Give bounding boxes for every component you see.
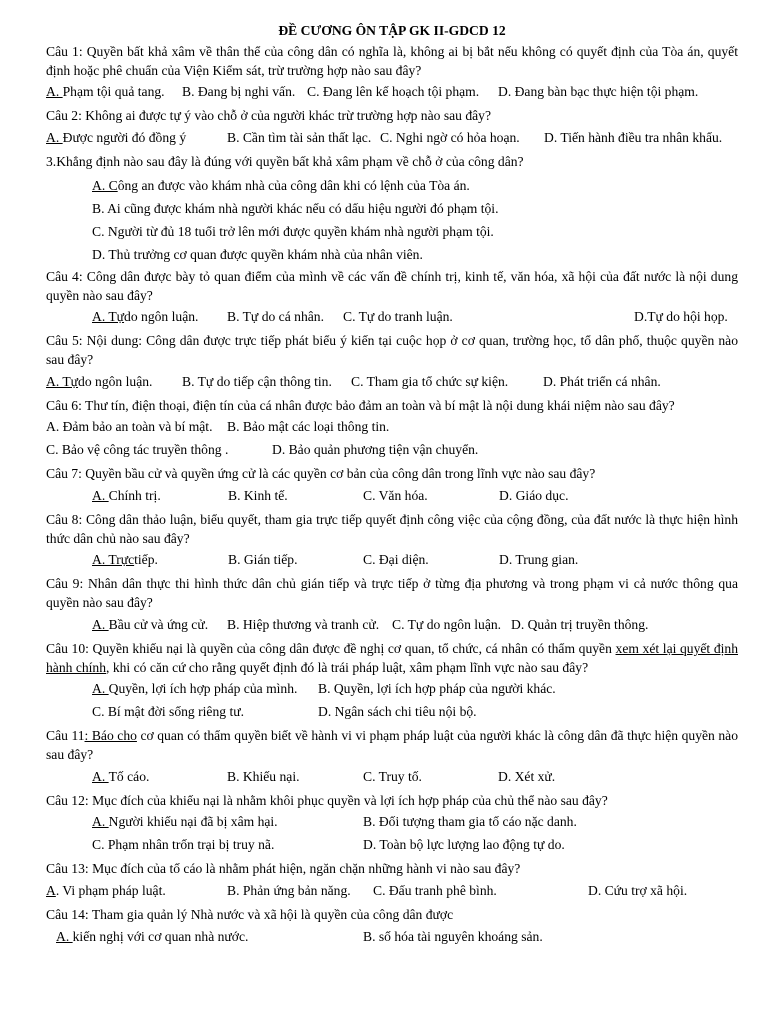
q2-option-c: C. Nghi ngờ có hỏa hoạn.: [380, 130, 520, 146]
option-text: Bầu cử và ứng cử.: [108, 616, 209, 632]
q6-options-cd: [46, 442, 738, 461]
q6-options-ab: [46, 419, 738, 438]
question-11: [46, 727, 738, 764]
q12-option-d: D. Toàn bộ lực lượng lao động tự do.: [363, 837, 565, 853]
answer-mark: A. Trực: [92, 552, 135, 568]
q12-options-ab: [46, 814, 738, 833]
question-4: Câu 4: Công dân được bày tỏ quan điểm của mình về các vấn đề chính trị, kinh tế, văn hóa, xã hội của đất nước là nội dung quyền nào sau đây?: [46, 268, 738, 303]
answer-mark: A.: [92, 616, 109, 632]
document-page: [46, 22, 738, 952]
q4-options: [46, 309, 738, 328]
q10-option-b: B. Quyền, lợi ích hợp pháp của người khác.: [318, 681, 556, 697]
q10-option-c: C. Bí mật đời sống riêng tư.: [92, 704, 245, 720]
q10-option-a: [92, 681, 318, 697]
q12-option-a: [92, 814, 363, 830]
q6-option-d: D. Bảo quản phương tiện vận chuyển.: [272, 442, 479, 458]
q12-options-cd: [46, 837, 738, 856]
q2-option-a: [46, 130, 227, 146]
q10-options-cd: [46, 704, 738, 723]
q13-option-d: D. Cứu trợ xã hội.: [588, 883, 688, 899]
question-7: Câu 7: Quyền bầu cử và quyền ứng cử là các quyền cơ bản của công dân trong lĩnh vực nào sau đây?: [46, 466, 596, 482]
question-10: [46, 640, 738, 677]
q13-option-a: [46, 883, 227, 899]
q11-option-d: D. Xét xử.: [498, 768, 556, 784]
question-5: Câu 5: Nội dung: Công dân được trực tiếp phát biểu ý kiến tại cuộc họp ở cơ quan, trường học, tổ dân phố, thuộc quyền nào sau đây?: [46, 333, 738, 367]
q8-option-b: B. Gián tiếp.: [228, 552, 298, 568]
option-text: Tố cáo.: [108, 768, 150, 784]
q9-option-b: B. Hiệp thương và tranh cử.: [227, 616, 380, 632]
q4-option-b: B. Tự do cá nhân.: [227, 309, 324, 325]
q5-option-d: D. Phát triển cá nhân.: [543, 373, 661, 389]
answer-mark: A.: [46, 130, 63, 146]
q9-options: [46, 617, 738, 636]
q9-option-d: D. Quản trị truyền thông.: [511, 616, 649, 632]
option-text: ông an được vào khám nhà của công dân khi có lệnh của Tòa án.: [117, 177, 470, 193]
q1-option-a: [46, 84, 182, 100]
q12-option-b: B. Đối tượng tham gia tố cáo nặc danh.: [363, 814, 577, 830]
answer-mark: A: [46, 883, 56, 899]
option-text: Người khiếu nại đã bị xâm hại.: [108, 814, 278, 830]
underlined-text: : Báo cho: [84, 728, 137, 744]
q7-option-b: B. Kinh tế.: [228, 488, 288, 504]
q6-option-a: A. Đảm bảo an toàn và bí mật.: [46, 419, 213, 435]
option-text: Chính trị.: [108, 488, 161, 504]
q1-option-d: D. Đang bàn bạc thực hiện tội phạm.: [498, 84, 699, 100]
q11-option-c: C. Truy tố.: [363, 768, 422, 784]
option-text: Quyền, lợi ích hợp pháp của mình.: [108, 681, 298, 697]
option-text: tiếp.: [134, 552, 158, 568]
answer-mark: A. C: [92, 177, 118, 193]
question-6: Câu 6: Thư tín, điện thoại, điện tín của cá nhân được bảo đảm an toàn và bí mật là nội dung khái niệm nào sau đây?: [46, 397, 675, 413]
answer-mark: A. Tự: [92, 309, 125, 325]
q4-option-a: [92, 309, 227, 325]
q13-option-c: C. Đấu tranh phê bình.: [373, 883, 497, 899]
option-text: do ngôn luận.: [78, 373, 153, 389]
q1-option-b: B. Đang bị nghi vấn.: [182, 84, 296, 100]
question-2: Câu 2: Không ai được tự ý vào chỗ ở của người khác trừ trường hợp nào sau đây?: [46, 108, 491, 124]
question-text: , khi có căn cứ cho rằng quyết định đó là trái pháp luật, xâm phạm lĩnh vực nào sau đây?: [106, 659, 589, 675]
answer-mark: A.: [92, 488, 109, 504]
q2-option-d: D. Tiến hành điều tra nhân khẩu.: [544, 130, 723, 146]
document-title: ĐỀ CƯƠNG ÔN TẬP GK II-GDCD 12: [278, 23, 506, 38]
question-13: Câu 13: Mục đích của tố cáo là nhằm phát hiện, ngăn chặn những hành vi nào sau đây?: [46, 861, 521, 877]
q14-option-b: B. số hóa tài nguyên khoáng sản.: [363, 928, 543, 944]
q14-option-a: [56, 929, 363, 945]
q13-option-b: B. Phản ứng bản năng.: [227, 883, 351, 899]
q12-option-c: C. Phạm nhân trốn trại bị truy nã.: [92, 837, 275, 853]
q1-options: [46, 84, 738, 103]
q8-option-c: C. Đại diện.: [363, 552, 429, 568]
q10-option-d: D. Ngân sách chi tiêu nội bộ.: [318, 704, 477, 720]
q5-option-c: C. Tham gia tổ chức sự kiện.: [351, 373, 509, 389]
q5-option-a: [46, 374, 182, 390]
option-text: Được người đó đồng ý: [62, 130, 187, 146]
option-text: . Vi phạm pháp luật.: [55, 883, 166, 899]
q3-option-d: D. Thủ trưởng cơ quan được quyền khám nhà của nhân viên.: [92, 246, 423, 262]
q6-option-c: C. Bảo vệ công tác truyền thông .: [46, 442, 229, 458]
q7-option-d: D. Giáo dục.: [499, 488, 569, 504]
q8-options: [46, 552, 738, 571]
q14-options: [46, 929, 738, 948]
q5-options: [46, 374, 738, 393]
q10-options-ab: [46, 681, 738, 700]
question-12: Câu 12: Mục đích của khiếu nại là nhằm khôi phục quyền và lợi ích hợp pháp của chủ thể nào sau đây?: [46, 792, 608, 808]
q2-options: [46, 130, 738, 149]
q5-option-b: B. Tự do tiếp cận thông tin.: [182, 373, 332, 389]
question-text: cơ quan có thẩm quyền biết về hành vi vi phạm pháp luật của người khác là công dân đã thực hiện quyền nào sau đây?: [46, 728, 738, 762]
q8-option-a: [92, 552, 228, 568]
option-text: Phạm tội quả tang.: [62, 84, 165, 100]
q3-option-b: B. Ai cũng được khám nhà người khác nếu có dấu hiệu người đó phạm tội.: [92, 200, 499, 216]
q8-option-d: D. Trung gian.: [499, 552, 579, 568]
q7-option-a: [92, 488, 228, 504]
answer-mark: A.: [92, 768, 109, 784]
underlined-text: xem xét lại quyết định: [615, 640, 739, 656]
answer-mark: A.: [92, 814, 109, 830]
question-1: Câu 1: Quyền bất khả xâm về thân thể của công dân có nghĩa là, không ai bị bắt nếu không có quyết định của Tòa án, quyết định hoặc phê chuẩn của Viện Kiểm sát, trừ trường hợp nào sau đây?: [46, 44, 738, 78]
q11-option-a: [92, 769, 227, 785]
answer-mark: A.: [92, 681, 109, 697]
question-9: Câu 9: Nhân dân thực thi hình thức dân chủ gián tiếp và trực tiếp ở từng địa phương và trong phạm vi cả nước thông qua quyền nào sau đây?: [46, 576, 738, 611]
q13-options: [46, 883, 738, 902]
q3-option-a: [46, 176, 738, 195]
q9-option-c: C. Tự do ngôn luận.: [392, 616, 502, 632]
q7-options: [46, 488, 738, 507]
q2-option-b: B. Cần tìm tài sản thất lạc.: [227, 130, 372, 146]
q3-option-c: C. Người từ đủ 18 tuổi trở lên mới được quyền khám nhà người phạm tội.: [92, 223, 494, 239]
question-text: Câu 11: [46, 728, 85, 744]
q6-option-b: B. Bảo mật các loại thông tin.: [227, 419, 390, 435]
q11-option-b: B. Khiếu nại.: [227, 768, 300, 784]
question-3: 3.Khẳng định nào sau đây là đúng với quyền bất khả xâm phạm về chỗ ở của công dân?: [46, 154, 524, 170]
answer-mark: A. Tự: [46, 373, 79, 389]
question-14: Câu 14: Tham gia quản lý Nhà nước và xã hội là quyền của công dân được: [46, 907, 454, 923]
underlined-text: hành chính: [46, 659, 107, 675]
q7-option-c: C. Văn hóa.: [363, 488, 428, 504]
question-8: Câu 8: Công dân thảo luận, biểu quyết, tham gia trực tiếp quyết định công việc của cộng đồng, của đất nước là thực hiện hình thức dân chủ nào sau đây?: [46, 512, 738, 546]
q1-option-c: C. Đang lên kế hoạch tội phạm.: [307, 84, 480, 100]
question-text: Câu 10: Quyền khiếu nại là quyền của công dân được đề nghị cơ quan, tổ chức, cá nhân có thẩm quyền: [46, 640, 616, 656]
q9-option-a: [92, 617, 227, 633]
q11-options: [46, 769, 738, 788]
option-text: do ngôn luận.: [124, 309, 199, 325]
answer-mark: A.: [46, 84, 63, 100]
answer-mark: A.: [56, 928, 73, 944]
q4-option-d: D.Tự do hội họp.: [634, 309, 728, 325]
q4-option-c: C. Tự do tranh luận.: [343, 309, 453, 325]
option-text: kiến nghị với cơ quan nhà nước.: [72, 928, 249, 944]
